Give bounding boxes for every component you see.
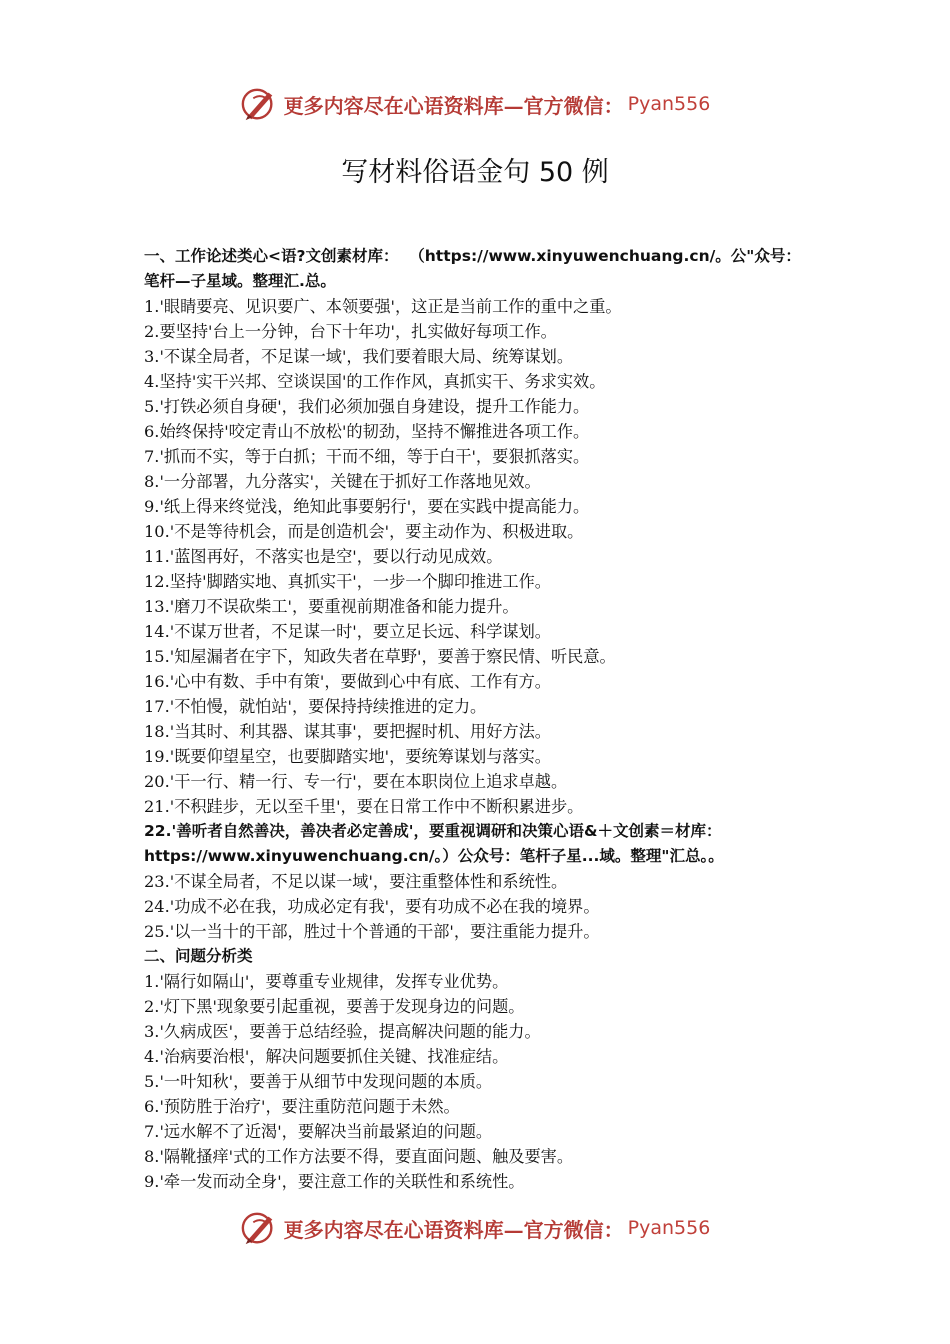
text-line: 7.'抓而不实，等于白抓；干而不细，等于白干'，要狠抓落实。: [144, 447, 590, 466]
text-line: 5.'打铁必须自身硬'，我们必须加强自身建设，提升工作能力。: [144, 397, 590, 416]
text-line: 14.'不谋万世者，不足谋一时'，要立足长远、科学谋划。: [144, 622, 551, 641]
text-line: 2.'灯下黑'现象要引起重视，要善于发现身边的问题。: [144, 997, 525, 1016]
pen-logo-icon: [240, 1209, 278, 1247]
text-line: 16.'心中有数、手中有策'，要做到心中有底、工作有方。: [144, 672, 551, 691]
text-line: 25.'以一当十的干部，胜过十个普通的干部'，要注重能力提升。: [144, 922, 600, 941]
text-line: 6.始终保持'咬定青山不放松'的韧劲，坚持不懈推进各项工作。: [144, 422, 590, 441]
header-banner: [0, 82, 950, 126]
text-line: 15.'知屋漏者在宇下，知政失者在草野'，要善于察民情、听民意。: [144, 647, 616, 666]
text-line: 4.'治病要治根'，解决问题要抓住关键、找准症结。: [144, 1047, 509, 1066]
text-line: 3.'久病成医'，要善于总结经验，提高解决问题的能力。: [144, 1022, 541, 1041]
text-line: 1.'眼睛要亮、见识要广、本领要强'，这正是当前工作的重中之重。: [144, 297, 622, 316]
document-body: [144, 244, 824, 1194]
text-line: 19.'既要仰望星空，也要脚踏实地'，要统筹谋划与落实。: [144, 747, 551, 766]
banner-text: 更多内容尽在心语资料库—官方微信：: [283, 1217, 624, 1242]
text-line: 24.'功成不必在我，功成必定有我'，要有功成不必在我的境界。: [144, 897, 600, 916]
text-line: 12.坚持'脚踏实地、真抓实干'，一步一个脚印推进工作。: [144, 572, 551, 591]
text-line: 一、工作论述类心<语?文创素材库： （https://www.xinyuwenchuang.cn/。公"众号：: [144, 247, 801, 265]
footer-banner: [0, 1206, 950, 1250]
text-line: 20.'干一行、精一行、专一行'，要在本职岗位上追求卓越。: [144, 772, 568, 791]
banner-text: 更多内容尽在心语资料库—官方微信：: [283, 93, 624, 118]
text-line: 7.'远水解不了近渴'，要解决当前最紧迫的问题。: [144, 1122, 493, 1141]
text-line: 二、问题分析类: [144, 947, 253, 965]
text-line: 1.'隔行如隔山'，要尊重专业规律，发挥专业优势。: [144, 972, 509, 991]
text-line: 8.'隔靴搔痒'式的工作方法要不得，要直面问题、触及要害。: [144, 1147, 574, 1166]
text-line: 2.要坚持'台上一分钟，台下十年功'，扎实做好每项工作。: [144, 322, 557, 341]
text-line: 18.'当其时、利其器、谋其事'，要把握时机、用好方法。: [144, 722, 551, 741]
text-line: 10.'不是等待机会，而是创造机会'，要主动作为、积极进取。: [144, 522, 584, 541]
text-line: 17.'不怕慢，就怕站'，要保持持续推进的定力。: [144, 697, 487, 716]
page-title: 写材料俗语金句 50 例: [341, 157, 609, 188]
text-line: 13.'磨刀不误砍柴工'，要重视前期准备和能力提升。: [144, 597, 519, 616]
pen-logo-icon: [240, 85, 278, 123]
text-line: 9.'纸上得来终觉浅，绝知此事要躬行'，要在实践中提高能力。: [144, 497, 590, 516]
text-line: 6.'预防胜于治疗'，要注重防范问题于未然。: [144, 1097, 460, 1116]
text-line: 9.'牵一发而动全身'，要注意工作的关联性和系统性。: [144, 1172, 525, 1191]
text-line: 4.坚持'实干兴邦、空谈误国'的工作作风，真抓实干、务求实效。: [144, 372, 606, 391]
banner-wechat-id: Pyan556: [627, 1217, 711, 1239]
text-line: 23.'不谋全局者，不足以谋一域'，要注重整体性和系统性。: [144, 872, 568, 891]
text-line: https://www.xinyuwenchuang.cn/。）公众号：笔杆子星...域。整理"汇总。。: [144, 847, 724, 865]
text-line: 8.'一分部署，九分落实'，关键在于抓好工作落地见效。: [144, 472, 541, 491]
text-line: 3.'不谋全局者，不足谋一域'，我们要着眼大局、统筹谋划。: [144, 347, 574, 366]
banner-wechat-id: Pyan556: [627, 93, 711, 115]
text-line: 22.'善听者自然善决，善决者必定善成'，要重视调研和决策心语&＋文创素＝材库：: [144, 822, 722, 840]
text-line: 5.'一叶知秋'，要善于从细节中发现问题的本质。: [144, 1072, 493, 1091]
text-line: 21.'不积跬步，无以至千里'，要在日常工作中不断积累进步。: [144, 797, 584, 816]
text-line: 11.'蓝图再好，不落实也是空'，要以行动见成效。: [144, 547, 503, 566]
text-line: 笔杆—子星域。整理汇.总。: [144, 272, 336, 290]
